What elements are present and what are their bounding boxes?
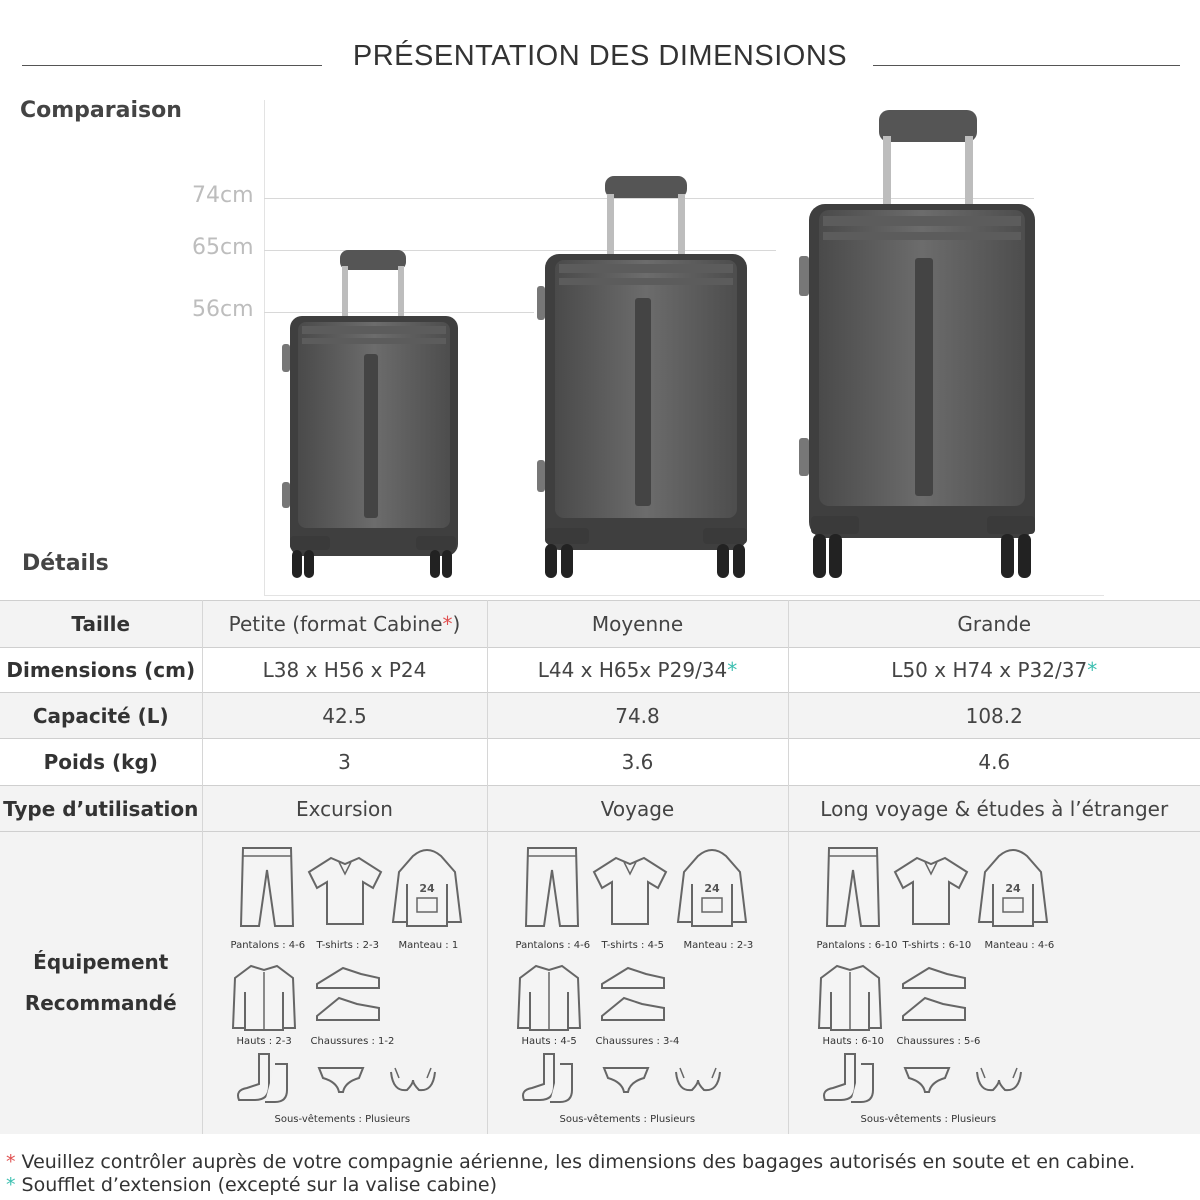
weight-medium: 3.6: [487, 739, 788, 786]
socks-icon: [233, 1050, 293, 1104]
pants-icon: [239, 844, 295, 930]
shirt-icon: [815, 962, 885, 1034]
suitcase-large-image: [797, 106, 1045, 582]
coat-caption: Manteau : 1: [398, 940, 459, 951]
shirt-icon: [229, 962, 299, 1034]
table-row-weight: [0, 739, 1200, 786]
footnote-expansion: * Soufflet d’extension (excepté sur la valise cabine): [6, 1174, 498, 1196]
size-small: Petite (format Cabine*): [202, 601, 487, 648]
comparison-axis-horizontal: [264, 595, 1104, 596]
usage-medium: Voyage: [487, 786, 788, 832]
row-label-dimensions: Dimensions (cm): [0, 648, 202, 693]
pants-caption: Pantalons : 6-10: [816, 940, 898, 951]
pants-icon: [825, 844, 881, 930]
suitcase-medium-image: [535, 172, 757, 582]
shoes-caption: Chaussures : 5-6: [896, 1036, 981, 1047]
socks-icon: [518, 1050, 578, 1104]
tops-caption: Hauts : 6-10: [822, 1036, 885, 1047]
height-label-65: 65cm: [192, 235, 254, 260]
pants-caption: Pantalons : 4-6: [515, 940, 591, 951]
row-label-usage: Type d’utilisation: [0, 786, 202, 832]
svg-text:24: 24: [1004, 882, 1021, 895]
capacity-small: 42.5: [202, 693, 487, 739]
shoes-icon: [311, 960, 383, 1028]
bra-icon: [973, 1062, 1025, 1096]
svg-text:24: 24: [703, 882, 720, 895]
row-label-capacity: Capacité (L): [0, 693, 202, 739]
coat-caption: Manteau : 2-3: [683, 940, 754, 951]
underwear-caption: Sous-vêtements : Plusieurs: [860, 1114, 997, 1125]
height-label-74: 74cm: [192, 183, 254, 208]
tshirts-caption: T-shirts : 2-3: [316, 940, 379, 951]
underwear-icon: [315, 1064, 367, 1096]
table-row-size: [0, 601, 1200, 648]
details-heading: Détails: [22, 551, 109, 576]
bra-icon: [387, 1062, 439, 1096]
dimensions-small: L38 x H56 x P24: [202, 648, 487, 693]
tops-caption: Hauts : 2-3: [236, 1036, 292, 1047]
header-rule-right: [873, 65, 1180, 66]
capacity-large: 108.2: [788, 693, 1200, 739]
socks-icon: [819, 1050, 879, 1104]
dimensions-medium: L44 x H65x P29/34*: [487, 648, 788, 693]
pants-caption: Pantalons : 4-6: [230, 940, 306, 951]
underwear-caption: Sous-vêtements : Plusieurs: [274, 1114, 411, 1125]
svg-text:24: 24: [418, 882, 435, 895]
equipment-large: [788, 832, 1200, 1135]
shoes-icon: [596, 960, 668, 1028]
equipment-medium: [487, 832, 788, 1135]
tshirts-caption: T-shirts : 6-10: [902, 940, 972, 951]
tshirt-icon: [590, 854, 670, 928]
weight-small: 3: [202, 739, 487, 786]
table-row-capacity: [0, 693, 1200, 739]
hoodie-icon: [975, 848, 1051, 930]
comparison-axis-vertical: [264, 100, 265, 596]
dimensions-large: L50 x H74 x P32/37*: [788, 648, 1200, 693]
coat-caption: Manteau : 4-6: [984, 940, 1055, 951]
size-large: Grande: [788, 601, 1200, 648]
footnote-airline: * Veuillez contrôler auprès de votre compagnie aérienne, les dimensions des bagages autorisés en soute et en cabine.: [6, 1151, 1136, 1173]
table-row-usage: [0, 786, 1200, 832]
usage-small: Excursion: [202, 786, 487, 832]
tshirts-caption: T-shirts : 4-5: [601, 940, 664, 951]
pants-icon: [524, 844, 580, 930]
underwear-caption: Sous-vêtements : Plusieurs: [559, 1114, 696, 1125]
tops-caption: Hauts : 4-5: [521, 1036, 577, 1047]
shoes-caption: Chaussures : 1-2: [310, 1036, 395, 1047]
suitcase-small-image: [276, 246, 466, 582]
row-label-equipment: Équipement Recommandé: [0, 832, 202, 1135]
usage-large: Long voyage & études à l’étranger: [788, 786, 1200, 832]
bra-icon: [672, 1062, 724, 1096]
page-title: PRÉSENTATION DES DIMENSIONS: [352, 40, 848, 72]
shirt-icon: [514, 962, 584, 1034]
underwear-icon: [600, 1064, 652, 1096]
hoodie-icon: [674, 848, 750, 930]
row-label-size: Taille: [0, 601, 202, 648]
weight-large: 4.6: [788, 739, 1200, 786]
underwear-icon: [901, 1064, 953, 1096]
shoes-icon: [897, 960, 969, 1028]
height-label-56: 56cm: [192, 297, 254, 322]
table-row-equipment: [0, 832, 1200, 1135]
spec-table: [0, 600, 1200, 1134]
comparison-heading: Comparaison: [20, 98, 182, 123]
size-medium: Moyenne: [487, 601, 788, 648]
table-row-dimensions: [0, 648, 1200, 693]
tshirt-icon: [305, 854, 385, 928]
hoodie-icon: [389, 848, 465, 930]
tshirt-icon: [891, 854, 971, 928]
equipment-small: [202, 832, 487, 1135]
capacity-medium: 74.8: [487, 693, 788, 739]
row-label-weight: Poids (kg): [0, 739, 202, 786]
shoes-caption: Chaussures : 3-4: [595, 1036, 680, 1047]
